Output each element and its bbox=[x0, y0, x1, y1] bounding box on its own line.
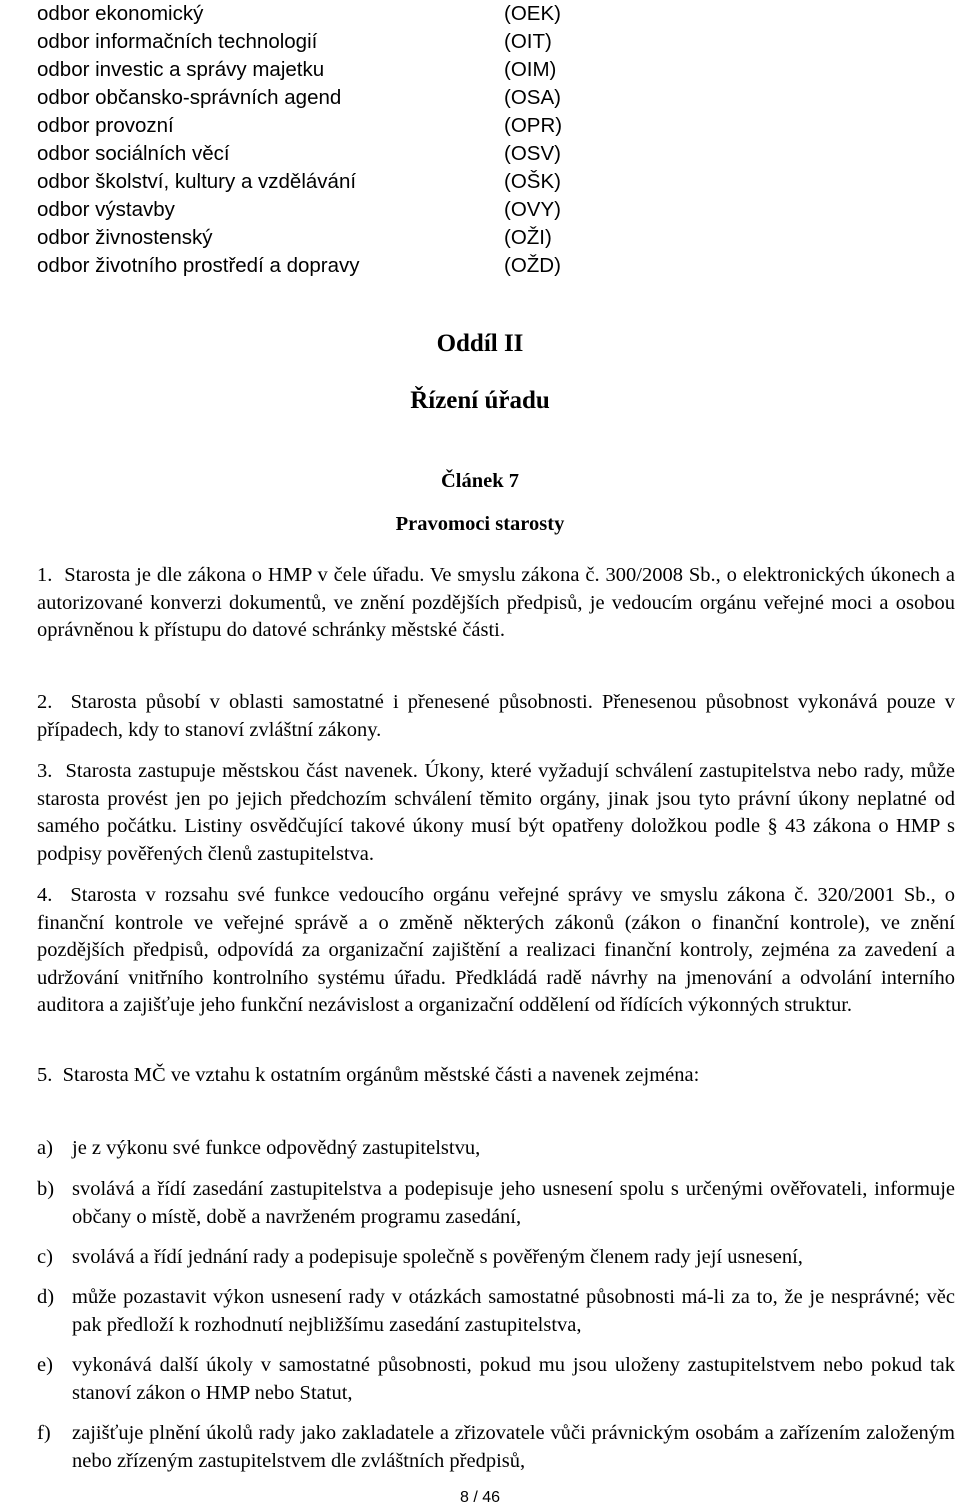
paragraph-4 bbox=[37, 882, 955, 1020]
department-abbreviation: (OŽD) bbox=[504, 254, 561, 277]
paragraph-3 bbox=[37, 758, 955, 868]
subitem-text: vykonává další úkoly v samostatné působnosti, pokud mu jsou uloženy zastupitelstvem nebo pokud tak stanoví zákon o HMP nebo Statut, bbox=[72, 1354, 955, 1404]
department-name: odbor investic a správy majetku bbox=[37, 58, 325, 81]
subitem-letter: b) bbox=[37, 1178, 55, 1200]
subitem-text: svolává a řídí jednání rady a podepisuje společně s pověřeným členem rady její usnesení, bbox=[72, 1246, 803, 1268]
department-abbreviation: (OŠK) bbox=[504, 170, 561, 193]
department-abbreviation: (OSA) bbox=[504, 86, 561, 109]
paragraph-text: Starosta působí v oblasti samostatné i přenesené působnosti. Přenesenou působnost vykonává pouze v případech, kdy to stanoví zvláštní zákony. bbox=[37, 691, 955, 741]
paragraph-number: 5. bbox=[37, 1064, 53, 1086]
department-row bbox=[37, 224, 597, 252]
paragraph-number: 4. bbox=[37, 884, 53, 906]
subitem-letter: a) bbox=[37, 1137, 53, 1159]
page-number: 8 / 46 bbox=[459, 1489, 501, 1506]
paragraph-5 bbox=[37, 1062, 955, 1090]
department-row bbox=[37, 84, 597, 112]
department-row bbox=[37, 112, 597, 140]
department-row bbox=[37, 140, 597, 168]
department-abbreviation: (OIT) bbox=[504, 30, 552, 53]
subitem-letter: f) bbox=[37, 1422, 51, 1444]
subitem-e bbox=[37, 1352, 955, 1407]
subitem-f bbox=[37, 1420, 955, 1475]
department-row bbox=[37, 56, 597, 84]
paragraph-number: 2. bbox=[37, 691, 53, 713]
department-row bbox=[37, 252, 597, 280]
department-row bbox=[37, 0, 597, 28]
paragraph-text: Starosta v rozsahu své funkce vedoucího orgánu veřejné správy ve smyslu zákona č. 320/2001 Sb., o finanční kontrole ve veřejné správě a o změně některých zákonů (zákon o finanční kontrole), ve znění pozdějších předpisů, odpovídá za organizační zajištění a realizaci finanční kontroly, zejména za zavedení a udržování vnitřního kontrolního systému úřadu. Předkládá radě návrhy na jmenování a odvolání interního auditora a zajišťuje jeho funkční nezávislost a organizační oddělení od řídících výkonných struktur. bbox=[37, 884, 955, 1016]
department-name: odbor živnostenský bbox=[37, 226, 213, 249]
subitem-c bbox=[37, 1244, 955, 1272]
article-heading: Článek 7 bbox=[440, 470, 520, 492]
department-row bbox=[37, 28, 597, 56]
department-name: odbor životního prostředí a dopravy bbox=[37, 254, 360, 277]
department-name: odbor občansko-správních agend bbox=[37, 86, 342, 109]
subitem-text: zajišťuje plnění úkolů rady jako zakladatele a zřizovatele vůči právnickým osobám a zařízením založeným nebo zřízeným zastupitelstvem dle zvláštních předpisů, bbox=[72, 1422, 955, 1472]
department-abbreviation: (OŽI) bbox=[504, 226, 552, 249]
paragraph-text: Starosta zastupuje městskou část navenek. Úkony, které vyžadují schválení zastupitelstva nebo rady, může starosta provést jen po jejich předchozím schválení těmito orgány, jinak jsou tyto právní úkony neplatné od samého počátku. Listiny osvědčující takové úkony musí být opatřeny doložkou podle § 43 zákona o HMP s podpisy pověřených členů zastupitelstva. bbox=[37, 760, 956, 865]
department-abbreviation: (OVY) bbox=[504, 198, 561, 221]
department-name: odbor informačních technologií bbox=[37, 30, 318, 53]
subitem-text: svolává a řídí zasedání zastupitelstva a podepisuje jeho usnesení spolu s určenými ověřovateli, informuje občany o místě, době a navrženém programu zasedání, bbox=[72, 1178, 955, 1228]
paragraph-text: Starosta MČ ve vztahu k ostatním orgánům městské části a navenek zejména: bbox=[62, 1064, 700, 1086]
department-row bbox=[37, 196, 597, 224]
department-abbreviation: (OEK) bbox=[504, 2, 561, 25]
article-title: Pravomoci starosty bbox=[395, 513, 565, 535]
department-name: odbor provozní bbox=[37, 114, 174, 137]
paragraph-2 bbox=[37, 689, 955, 744]
paragraph-number: 1. bbox=[37, 564, 53, 586]
subitem-letter: d) bbox=[37, 1286, 55, 1308]
paragraph-number: 3. bbox=[37, 760, 53, 782]
subitem-text: může pozastavit výkon usnesení rady v otázkách samostatné působnosti má-li za to, že je nesprávné; věc pak předloží k rozhodnutí nejbližšímu zasedání zastupitelstva, bbox=[72, 1286, 955, 1336]
subitem-text: je z výkonu své funkce odpovědný zastupitelstvu, bbox=[72, 1137, 481, 1159]
department-abbreviation: (OIM) bbox=[504, 58, 557, 81]
section-heading: Oddíl II bbox=[436, 330, 524, 357]
department-name: odbor výstavby bbox=[37, 198, 175, 221]
subitem-b bbox=[37, 1176, 955, 1231]
subitem-d bbox=[37, 1284, 955, 1339]
department-abbreviation: (OSV) bbox=[504, 142, 561, 165]
subitem-letter: e) bbox=[37, 1354, 53, 1376]
department-name: odbor sociálních věcí bbox=[37, 142, 230, 165]
section-title: Řízení úřadu bbox=[410, 387, 550, 414]
paragraph-text: Starosta je dle zákona o HMP v čele úřadu. Ve smyslu zákona č. 300/2008 Sb., o elektronických úkonech a autorizované konverzi dokumentů, ve znění pozdějších předpisů, je vedoucím orgánu veřejné moci a osobou oprávněnou k přístupu do datové schránky městské části. bbox=[37, 564, 956, 641]
department-abbreviation: (OPR) bbox=[504, 114, 563, 137]
department-name: odbor ekonomický bbox=[37, 2, 204, 25]
paragraph-1 bbox=[37, 562, 955, 645]
subitem-a bbox=[37, 1135, 955, 1163]
subitem-letter: c) bbox=[37, 1246, 53, 1268]
department-name: odbor školství, kultury a vzdělávání bbox=[37, 170, 357, 193]
department-list bbox=[37, 0, 597, 280]
department-row bbox=[37, 168, 597, 196]
